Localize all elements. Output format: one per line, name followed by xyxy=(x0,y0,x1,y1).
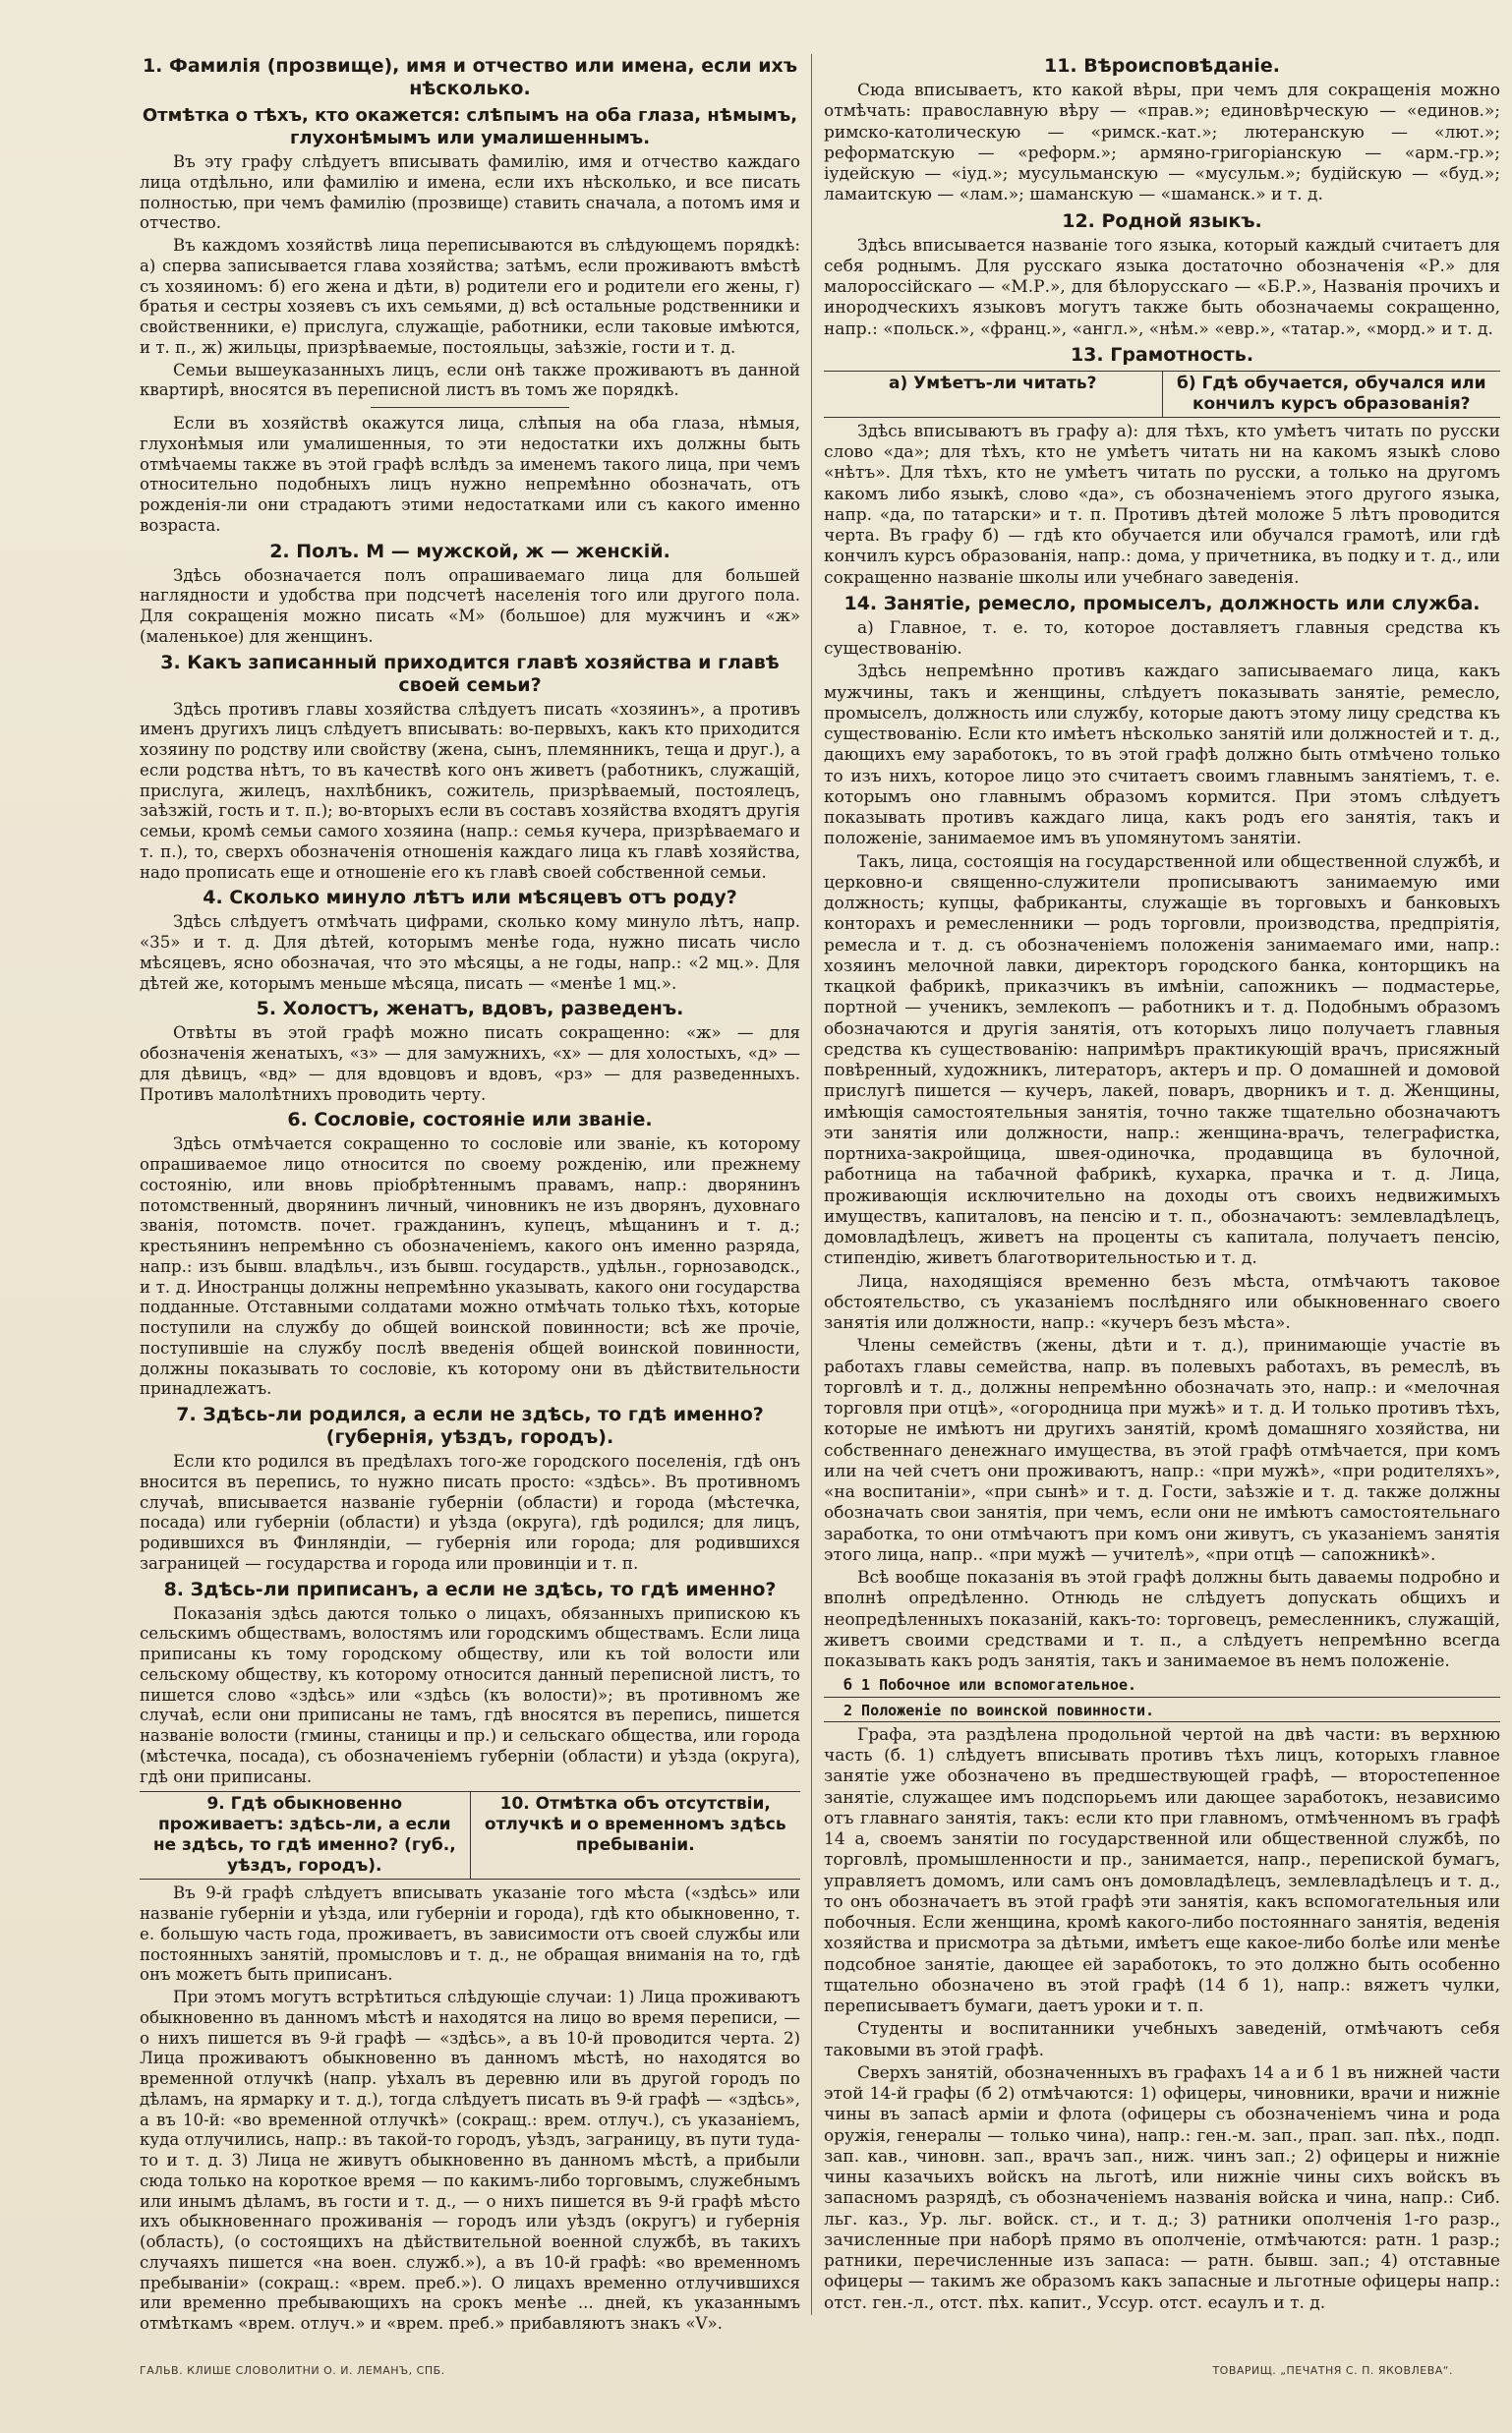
paragraph: Если кто родился въ предѣлахъ того-же городского поселенія, гдѣ онъ вносится въ перепись, то нужно писать просто: «здѣсь». Въ противномъ случаѣ, вписывается названіе губерніи (области) и города (мѣстечка, посада) или губерніи (области) и уѣзда (округа), гдѣ родился; для лицъ, родившихся въ Финляндіи, — губернія или города; для родившихся заграницей — государства и города или провинціи и т. п. xyxy=(140,1452,800,1573)
paragraph: Лица, находящіяся временно безъ мѣста, отмѣчаютъ таковое обстоятельство, съ указаніемъ послѣдняго или обыкновеннаго своего занятія или должности, напр.: «кучеръ безъ мѣста». xyxy=(824,1271,1500,1333)
paragraph: Семьи вышеуказанныхъ лицъ, если онѣ также проживаютъ въ данной квартирѣ, вносятся въ переписной листъ въ томъ же порядкѣ. xyxy=(140,360,800,400)
section-14-title: 14. Занятіе, ремесло, промыселъ, должность или служба. xyxy=(843,592,1481,614)
right-column xyxy=(824,51,1500,2316)
section-1-title: 1. Фамилія (прозвище), имя и отчество или имена, если ихъ нѣсколько. xyxy=(142,55,798,99)
section-4-title: 4. Сколько минуло лѣтъ или мѣсяцевъ отъ роду? xyxy=(203,887,737,909)
divider xyxy=(371,407,569,408)
paragraph: Въ каждомъ хозяйствѣ лица переписываются въ слѣдующемъ порядкѣ: а) сперва записывается глава хозяйства; затѣмъ, если проживаютъ вмѣстѣ съ хозяиномъ: б) его жена и дѣти, в) родители его и родители его жены, г) братья и сестры хозяевъ съ ихъ семьями, д) всѣ остальные родственники и свойственники, е) прислуга, служащіе, работники, если таковые имѣются, и т. п., ж) жильцы, призрѣваемые, постояльцы, заѣзжіе, гости и т. д. xyxy=(140,236,800,357)
paragraph: Здѣсь вписываютъ въ графу а): для тѣхъ, кто умѣетъ читать по русски слово «да»; для тѣхъ, кто не умѣетъ читать ни на какомъ языкѣ слово «нѣтъ». Для тѣхъ, кто не умѣетъ читать по русски, а только на другомъ какомъ либо языкѣ, слово «да», съ обозначеніемъ этого другого языка, напр. «да, по татарски» и т. п. Противъ дѣтей моложе 5 лѣтъ проводится черта. Въ графу б) — гдѣ кто обучается или обучался грамотѣ, или гдѣ кончилъ курсъ образованія, напр.: дома, у причетника, въ подку и т. д., или сокращенно названіе школы или учебнаго заведенія. xyxy=(824,421,1500,588)
section-14b1-label: б 1 Побочное или вспомогательное. xyxy=(824,1675,1500,1697)
section-1-subtitle: Отмѣтка о тѣхъ, кто окажется: слѣпымъ на оба глаза, нѣмымъ, глухонѣмымъ или умалишеннымъ. xyxy=(142,105,798,148)
section-13a-label: а) Умѣетъ-ли читать? xyxy=(824,372,1163,417)
section-10-title: 10. Отмѣтка объ отсутствіи, отлучкѣ и о временномъ здѣсь пребываніи. xyxy=(484,1794,786,1856)
section-9-10-header xyxy=(140,1791,800,1880)
paragraph: Студенты и воспитанники учебныхъ заведеній, отмѣчаютъ себя таковыми въ этой графѣ. xyxy=(824,2019,1500,2060)
paragraph: Сверхъ занятій, обозначенныхъ въ графахъ 14 а и б 1 въ нижней части этой 14-й графы (б 2) отмѣчаются: 1) офицеры, чиновники, врачи и нижніе чины въ запасѣ арміи и флота (офицеры съ обозначеніемъ чина и рода оружія, генералы — только чина), напр.: ген.-м. зап., прап. зап. пѣх., подп. зап. кав., чиновн. зап., врачъ зап., ниж. чинъ зап.; 2) офицеры и нижніе чины казачьихъ войскъ на льготѣ, или нижніе чины сихъ войскъ въ запасномъ разрядѣ, съ обозначеніемъ названія войска и чина, напр.: Сиб. льг. каз., Ур. льг. войск. ст., и т. д.; 3) ратники ополченія 1-го разр., зачисленные при наборѣ прямо въ ополченіе, отмѣчаются: ратн. 1 разр.; ратники, перечисленные изъ запаса: — ратн. бывш. зап.; 4) отставные офицеры — такимъ же образомъ какъ запасные и льготные офицеры напр.: отст. ген.-л., отст. пѣх. капит., Уссур. отст. есаулъ и т. д. xyxy=(824,2062,1500,2313)
paragraph: Здѣсь вписывается названіе того языка, который каждый считаетъ для себя роднымъ. Для русскаго языка достаточно обозначенія «Р.» для малороссійскаго — «М.Р.», для бѣлорусскаго — «Б.Р.», Названія прочихъ и инородческихъ языковъ могутъ также быть обозначаемы сокращенно, напр.: «польск.», «франц.», «англ.», «нѣм.» «евр.», «татар.», «морд.» и т. д. xyxy=(824,235,1500,339)
paragraph: Отвѣты въ этой графѣ можно писать сокращенно: «ж» — для обозначенія женатыхъ, «з» — для замужнихъ, «х» — для холостыхъ, «д» — для дѣвицъ, «вд» — для вдовцовъ и вдовъ, «рз» — для разведенныхъ. Противъ малолѣтнихъ проводить черту. xyxy=(140,1023,800,1104)
paragraph: Графа, эта раздѣлена продольной чертой на двѣ части: въ верхнюю часть (б. 1) слѣдуетъ вписывать противъ тѣхъ лицъ, которыхъ главное занятіе уже обозначено въ предшествующей графѣ, — второстепенное занятіе, служащее имъ подспорьемъ или дающее заработокъ, независимо отъ главнаго занятія, такъ: если кто при главномъ, отмѣченномъ въ графѣ 14 а, своемъ занятіи по государственной или общественной службѣ, по торговлѣ, промышленности и пр., занимается, напр., перепиской бумагъ, управляетъ домомъ, или самъ онъ домовладѣлецъ, землевладѣлецъ и т. д., то онъ обозначаетъ въ этой графѣ эти занятія, какъ вспомогательныя или побочныя. Если женщина, кромѣ какого-либо постояннаго занятія, веденія хозяйства и присмотра за дѣтьми, имѣетъ еще какое-либо болѣе или менѣе подсобное занятіе, дающее ей заработокъ, то это должно быть особенно тщательно обозначено въ этой графѣ (14 б 1), напр.: вяжетъ чулки, переписываетъ бумаги, даетъ уроки и т. п. xyxy=(824,1724,1500,2016)
section-6-title: 6. Сословіе, состояніе или званіе. xyxy=(287,1109,653,1131)
section-3-title: 3. Какъ записанный приходится главѣ хозяйства и главѣ своей семьи? xyxy=(160,651,780,696)
paragraph: Въ эту графу слѣдуетъ вписывать фамилію, имя и отчество каждаго лица отдѣльно, или фамилію и имена, если ихъ нѣсколько, и все писать полностью, при чемъ фамилію (прозвище) ставить сначала, а потомъ имя и отчество. xyxy=(140,152,800,233)
paragraph: Здѣсь непремѣнно противъ каждаго записываемаго лица, какъ мужчины, такъ и женщины, слѣдуетъ показывать занятіе, ремесло, промыселъ, должность или службу, которые даютъ этому лицу средства къ существованію. Если кто имѣетъ нѣсколько занятій или должностей и т. д., дающихъ ему заработокъ, то въ этой графѣ должно быть отмѣчено только то изъ нихъ, которое лицо это считаетъ своимъ главнымъ занятіемъ, т. е. которымъ оно главнымъ образомъ кормится. При этомъ слѣдуетъ показывать противъ каждаго лица, какъ родъ его занятія, такъ и положеніе, занимаемое имъ въ упомянутомъ занятіи. xyxy=(824,662,1500,849)
section-13-header xyxy=(824,371,1500,418)
section-7-title: 7. Здѣсь-ли родился, а если не здѣсь, то гдѣ именно? (губернія, уѣздъ, городъ). xyxy=(176,1404,764,1448)
printer-credit-right: ТОВАРИЩ. „ПЕЧАТНЯ С. П. ЯКОВЛЕВА“. xyxy=(1212,2364,1453,2377)
paragraph: Всѣ вообще показанія въ этой графѣ должны быть даваемы подробно и вполнѣ опредѣленно. Отнюдь не слѣдуетъ допускать общихъ и неопредѣленныхъ показаній, какъ-то: торговецъ, ремесленникъ, служащій, живетъ своими средствами и т. п., а слѣдуетъ непремѣнно всегда показывать какъ родъ занятія, такъ и занимаемое въ немъ положеніе. xyxy=(824,1568,1500,1671)
paragraph: Здѣсь отмѣчается сокращенно то сословіе или званіе, къ которому опрашиваемое лицо относится по своему рожденію, или прежнему состоянію, или вновь пріобрѣтеннымъ правамъ, напр.: дворянинъ потомственный, дворянинъ личный, чиновникъ не изъ дворянъ, духовнаго званія, потомств. почет. гражданинъ, купецъ, мѣщанинъ и т. д.; крестьянинъ непремѣнно съ обозначеніемъ, какого онъ именно разряда, напр.: изъ бывш. владѣльч., изъ бывш. государств., удѣльн., горнозаводск., и т. д. Иностранцы должны непремѣнно указывать, какого они государства подданные. Отставными солдатами можно отмѣчать только тѣхъ, которые поступили на службу до общей воинской повинности; всѣ же прочіе, поступившіе на службу послѣ введенія общей воинской повинности, должны показывать то сословіе, къ которому они въ дѣйствительности принадлежатъ. xyxy=(140,1134,800,1399)
paragraph: Здѣсь противъ главы хозяйства слѣдуетъ писать «хозяинъ», а противъ именъ другихъ лицъ слѣдуетъ вписывать: во-первыхъ, какъ кто приходится хозяину по родству или свойству (жена, сынъ, племянникъ, теща и друг.), а если родства нѣтъ, то въ качествѣ кого онъ живетъ (работникъ, служащій, прислуга, жилецъ, нахлѣбникъ, сожитель, призрѣваемый, постоялецъ, заѣзжій, гость и т. п.); во-вторыхъ если въ составъ хозяйства входятъ другія семьи, кромѣ семьи самого хозяина (напр.: семья кучера, призрѣваемаго и т. п.), то, сверхъ обозначенія отношенія каждаго лица къ главѣ хозяйства, надо прописать еще и отношеніе его къ главѣ своей собственной семьи. xyxy=(140,699,800,882)
paragraph: Сюда вписываетъ, кто какой вѣры, при чемъ для сокращенія можно отмѣчать: православную вѣру — «прав.»; единовѣрческую — «единов.»; римско-католическую — «римск.-кат.»; лютеранскую — «лют.»; реформатскую — «реформ.»; армяно-григоріанскую — «арм.-гр.»; іудейскую — «іуд.»; мусульманскую — «мусульм.»; будійскую — «буд.»; ламаитскую — «лам.»; шаманскую — «шаманск.» и т. д. xyxy=(824,81,1500,205)
paragraph: Показанія здѣсь даются только о лицахъ, обязанныхъ припискою къ сельскимъ обществамъ, волостямъ или городскимъ обществамъ. Если лица приписаны къ тому городскому обществу, или къ той волости или сельскому обществу, къ которому относится данный переписной листъ, то пишется слово «здѣсь» или «здѣсь (къ волости)»; въ противномъ же случаѣ, если они приписаны не тамъ, гдѣ вносятся въ перепись, пишется названіе волости (гмины, станицы и пр.) и сельскаго общества, или города (мѣстечка, посада), съ обозначеніемъ губерніи (области) и уѣзда (округа), гдѣ они приписаны. xyxy=(140,1603,800,1786)
paragraph: Члены семействъ (жены, дѣти и т. д.), принимающіе участіе въ работахъ главы семейства, напр. въ полевыхъ работахъ, въ ремеслѣ, въ торговлѣ и т. д., должны непремѣнно обозначать это, напр.: и «мелочная торговля при отцѣ», «огородница при мужѣ» и т. д. И только противъ тѣхъ, которые не имѣютъ ни другихъ занятій, кромѣ домашняго хозяйства, ни собственнаго денежнаго имущества, въ этой графѣ отмѣчается, при комъ или на чей счетъ они проживаютъ, напр.: «при мужѣ», «при родителяхъ», «на воспитаніи», «при сынѣ» и т. д. Гости, заѣзжіе и т. д. также должны обозначать свои занятія, при чемъ, если они не имѣютъ самостоятельнаго заработка, то они отмѣчаютъ при комъ они живутъ, съ указаніемъ занятія этого лица, напр.. «при мужѣ — учителѣ», «при отцѣ — сапожникѣ». xyxy=(824,1336,1500,1565)
section-12-title: 12. Родной языкъ. xyxy=(1062,209,1262,232)
section-13b-label: б) Гдѣ обучается, обучался или кончилъ курсъ образованія? xyxy=(1177,373,1486,414)
section-14b2-label: 2 Положеніе по воинской повинности. xyxy=(824,1701,1500,1722)
section-2-title: 2. Полъ. М — мужской, ж — женскій. xyxy=(269,540,670,562)
section-11-title: 11. Вѣроисповѣданіе. xyxy=(1043,55,1281,77)
section-5-title: 5. Холостъ, женатъ, вдовъ, разведенъ. xyxy=(256,998,684,1020)
section-8-title: 8. Здѣсь-ли приписанъ, а если не здѣсь, то гдѣ именно? xyxy=(163,1578,777,1600)
paragraph: Здѣсь слѣдуетъ отмѣчать цифрами, сколько кому минуло лѣтъ, напр. «35» и т. д. Для дѣтей, которымъ менѣе года, нужно писать число мѣсяцевъ, ясно обозначая, что это мѣсяцы, а не годы, напр.: «2 мц.». Для дѣтей же, которымъ меньше мѣсяца, писать — «менѣе 1 мц.». xyxy=(140,912,800,993)
paragraph: При этомъ могутъ встрѣтиться слѣдующіе случаи: 1) Лица проживаютъ обыкновенно въ данномъ мѣстѣ и находятся на лицо во время переписи, — о нихъ пишется въ 9-й графѣ — «здѣсь», а въ 10-й проводится черта. 2) Лица проживаютъ обыкновенно въ данномъ мѣстѣ, но находятся во временной отлучкѣ (напр. уѣхалъ въ деревню или въ другой городъ по дѣламъ, на ярмарку и т. д.), тогда слѣдуетъ писать въ 9-й графѣ — «здѣсь», а въ 10-й: «во временной отлучкѣ» (сокращ.: врем. отлуч.), съ указаніемъ, куда отлучились, напр.: въ такой-то городъ, уѣздъ, заграницу, въ пути туда-то и т. д. 3) Лица не живутъ обыкновенно въ данномъ мѣстѣ, а прибыли сюда только на короткое время — по какимъ-либо торговымъ, служебнымъ или инымъ дѣламъ, въ гости и т. д., — о нихъ пишется въ 9-й графѣ мѣсто ихъ обыкновеннаго проживанія — городъ или уѣздъ (округъ) и губернія (область), (о состоящихъ на дѣйствительной военной службѣ, въ такихъ случаяхъ пишется «на воен. служб.»), а въ 10-й графѣ: «во временномъ пребываніи» (сокращ.: «врем. преб.»). О лицахъ временно отлучившихся или временно пребывающихъ на срокъ менѣе ... дней, къ указаннымъ отмѣткамъ «врем. отлуч.» и «врем. преб.» прибавляютъ знакъ «V». xyxy=(140,1988,800,2333)
printer-credit-left: ГАЛЬВ. КЛИШЕ СЛОВОЛИТНИ О. И. ЛЕМАНЪ, СПБ. xyxy=(140,2364,445,2377)
paragraph: Такъ, лица, состоящія на государственной или общественной службѣ, и церковно-и священно-служители прописываютъ занимаемую ими должность; купцы, фабриканты, служащіе въ торговыхъ и банковыхъ конторахъ и ремесленники — родъ торговли, производства, предпріятія, ремесла и т. д. съ обозначеніемъ положенія занимаемаго ими, напр.: хозяинъ мелочной лавки, директоръ городского банка, конторщикъ на ткацкой фабрикѣ, приказчикъ въ имѣніи, сапожникъ — подмастерье, портной — ученикъ, землекопъ — работникъ и т. д. Подобнымъ образомъ обозначаются и другія занятія, отъ которыхъ лицо получаетъ главныя средства къ существованію: напримѣръ практикующій врачъ, присяжный повѣренный, художникъ, литераторъ, актеръ и пр. О домашней и домовой прислугѣ пишется — кучеръ, лакей, поваръ, дворникъ и т. д. Женщины, имѣющія самостоятельныя занятія, точно также тщательно обозначаютъ эти занятія или должности, напр.: женщина-врачъ, телеграфистка, портниха-закройщица, швея-одиночка, продавщица въ булочной, работница на табачной фабрикѣ, кухарка, прачка и т. д. Лица, проживающія исключительно на доходы отъ своихъ недвижимыхъ имуществъ, капиталовъ, на пенсію и т. п., обозначаютъ: землевладѣлецъ, домовладѣлецъ, живетъ на проценты съ капитала, получаетъ пенсію, стипендію, живетъ благотворительностью и т. д. xyxy=(824,851,1500,1269)
section-13-title: 13. Грамотность. xyxy=(1070,343,1254,366)
left-column xyxy=(140,51,800,2337)
section-14a-label: а) Главное, т. е. то, которое доставляетъ главныя средства къ существованію. xyxy=(824,617,1500,659)
section-9-title: 9. Гдѣ обыкновенно проживаетъ: здѣсь-ли, а если не здѣсь, то гдѣ именно? (губ., уѣздъ, городъ). xyxy=(140,1792,471,1879)
paragraph: Здѣсь обозначается полъ опрашиваемаго лица для большей наглядности и удобства при подсчетѣ населенія того или другого пола. Для сокращенія можно писать «М» (большое) для мужчинъ и «ж» (маленькое) для женщинъ. xyxy=(140,565,800,646)
paragraph: Если въ хозяйствѣ окажутся лица, слѣпыя на оба глаза, нѣмыя, глухонѣмыя или умалишенныя, то эти недостатки ихъ должны быть отмѣчаемы также въ этой графѣ вслѣдъ за именемъ такого лица, при чемъ относительно подобныхъ лицъ нужно непремѣнно обозначать, отъ рожденія-ли они страдаютъ этими недостатками или съ какого именно возраста. xyxy=(140,414,800,535)
paragraph: Въ 9-й графѣ слѣдуетъ вписывать указаніе того мѣста («здѣсь» или названіе губерніи и уѣзда, или губерніи и города), гдѣ кто обыкновенно, т. е. большую часть года, проживаетъ, въ зависимости отъ своей службы или постоянныхъ занятій, промысловъ и т. д., не обращая вниманія на то, гдѣ онъ можетъ быть приписанъ. xyxy=(140,1883,800,1985)
column-divider xyxy=(811,54,812,2315)
